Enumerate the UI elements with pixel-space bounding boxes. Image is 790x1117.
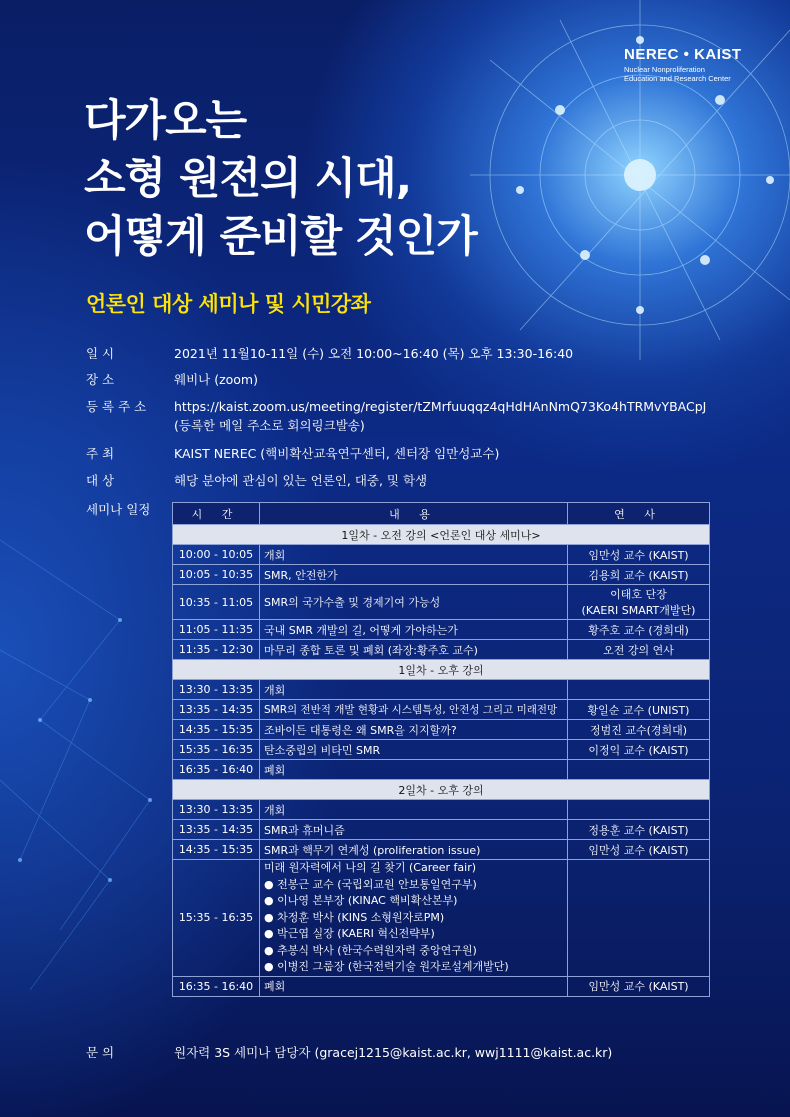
time-cell: 16:35 - 16:40	[173, 976, 260, 996]
target-value: 해당 분야에 관심이 있는 언론인, 대중, 및 학생	[174, 473, 428, 488]
header-content: 내 용	[260, 503, 568, 525]
table-row	[173, 700, 710, 720]
place-value: 웨비나 (zoom)	[174, 372, 258, 387]
speaker-cell	[568, 800, 710, 820]
nerec-kaist-logo	[624, 46, 754, 83]
table-row	[173, 545, 710, 565]
speaker-name: 이태호 단장	[610, 588, 667, 601]
content-cell: 폐회	[260, 976, 568, 996]
host-label: 주 최	[86, 446, 115, 461]
title-line-2: 소형 원전의 시대,	[84, 154, 412, 204]
table-row	[173, 680, 710, 700]
content-cell: SMR, 안전한가	[260, 565, 568, 585]
table-row	[173, 800, 710, 820]
table-row	[173, 585, 710, 620]
section-title: 1일차 - 오후 강의	[173, 660, 710, 680]
speaker-affiliation: (KAERI SMART개발단)	[581, 604, 696, 617]
host-value: KAIST NEREC (핵비확산교육연구센터, 센터장 임만성교수)	[174, 446, 500, 461]
career-speaker: ● 전봉근 교수 (국립외교원 안보통일연구부)	[264, 877, 477, 891]
schedule-header-row	[173, 503, 710, 525]
career-speaker: ● 이나영 본부장 (KINAC 핵비확산본부)	[264, 894, 458, 907]
content-cell: 탄소중립의 비타민 SMR	[260, 740, 568, 760]
speaker-cell: 정범진 교수(경희대)	[568, 720, 710, 740]
time-cell: 10:00 - 10:05	[173, 545, 260, 565]
table-row	[173, 840, 710, 860]
time-cell: 11:35 - 12:30	[173, 640, 260, 660]
time-cell: 13:35 - 14:35	[173, 820, 260, 840]
speaker-cell	[568, 680, 710, 700]
table-row	[173, 860, 710, 977]
time-cell: 15:35 - 16:35	[173, 740, 260, 760]
table-row	[173, 760, 710, 780]
page-title	[84, 92, 604, 266]
target-label: 대 상	[86, 473, 115, 488]
content-cell: 개회	[260, 800, 568, 820]
content-cell: 국내 SMR 개발의 길, 어떻게 가야하는가	[260, 620, 568, 640]
page-subtitle: 언론인 대상 세미나 및 시민강좌	[86, 292, 371, 316]
section-row	[173, 525, 710, 545]
section-row	[173, 660, 710, 680]
contact-label: 문 의	[86, 1045, 115, 1060]
career-speaker: ● 이병진 그룹장 (한국전력기술 원자로설계개발단)	[264, 960, 509, 973]
table-row	[173, 740, 710, 760]
register-link[interactable]: https://kaist.zoom.us/meeting/register/tZMrfuuqqz4qHdHAnNmQ73Ko4hTRMvYBACpJ	[174, 399, 707, 414]
speaker-cell: 이정익 교수 (KAIST)	[568, 740, 710, 760]
content-cell: SMR의 전반적 개발 현황과 시스템특성, 안전성 그리고 미래전망	[260, 700, 568, 720]
schedule-label: 세미나 일정	[86, 502, 151, 517]
speaker-cell	[568, 760, 710, 780]
time-cell: 13:30 - 13:35	[173, 680, 260, 700]
speaker-cell: 임만성 교수 (KAIST)	[568, 976, 710, 996]
title-line-3: 어떻게 준비할 것인가	[84, 212, 477, 262]
career-speaker: ● 추봉식 박사 (한국수력원자력 중앙연구원)	[264, 943, 477, 957]
speaker-cell: 임만성 교수 (KAIST)	[568, 545, 710, 565]
content-cell: 마무리 종합 토론 및 폐회 (좌장:황주호 교수)	[260, 640, 568, 660]
logo-subtitle-2: Education and Research Center	[624, 74, 731, 83]
time-cell: 16:35 - 16:40	[173, 760, 260, 780]
register-note: (등록한 메일 주소로 회의링크발송)	[174, 418, 365, 433]
time-cell: 11:05 - 11:35	[173, 620, 260, 640]
section-title: 1일차 - 오전 강의 <언론인 대상 세미나>	[173, 525, 710, 545]
table-row	[173, 640, 710, 660]
section-title: 2일차 - 오후 강의	[173, 780, 710, 800]
time-cell: 14:35 - 15:35	[173, 840, 260, 860]
time-cell: 13:30 - 13:35	[173, 800, 260, 820]
table-row	[173, 820, 710, 840]
speaker-cell: 정용훈 교수 (KAIST)	[568, 820, 710, 840]
content-cell: SMR과 휴머니즘	[260, 820, 568, 840]
logo-mark: NEREC • KAIST	[624, 46, 742, 63]
place-label: 장 소	[86, 372, 115, 387]
time-cell: 13:35 - 14:35	[173, 700, 260, 720]
speaker-cell: 김용희 교수 (KAIST)	[568, 565, 710, 585]
career-fair-title: 미래 원자력에서 나의 길 찾기 (Career fair)	[264, 861, 477, 874]
career-fair-cell	[260, 860, 568, 977]
speaker-cell	[568, 860, 710, 977]
speaker-cell: 황일순 교수 (UNIST)	[568, 700, 710, 720]
schedule-table	[172, 502, 710, 997]
header-time: 시 간	[173, 503, 260, 525]
logo-subtitle-1: Nuclear Nonproliferation	[624, 65, 705, 74]
content-cell: SMR의 국가수출 및 경제기여 가능성	[260, 585, 568, 620]
time-cell: 14:35 - 15:35	[173, 720, 260, 740]
career-speaker: ● 박근엽 실장 (KAERI 혁신전략부)	[264, 927, 435, 940]
table-row	[173, 976, 710, 996]
speaker-cell: 오전 강의 연사	[568, 640, 710, 660]
content-cell: 개회	[260, 545, 568, 565]
content-cell: 폐회	[260, 760, 568, 780]
content-cell: 조바이든 대통령은 왜 SMR을 지지할까?	[260, 720, 568, 740]
speaker-cell: 황주호 교수 (경희대)	[568, 620, 710, 640]
table-row	[173, 720, 710, 740]
content-cell: SMR과 핵무기 연계성 (proliferation issue)	[260, 840, 568, 860]
time-cell: 10:35 - 11:05	[173, 585, 260, 620]
content-cell: 개회	[260, 680, 568, 700]
date-value: 2021년 11월10-11일 (수) 오전 10:00~16:40 (목) 오후 13:30-16:40	[174, 346, 574, 361]
career-speaker: ● 차정훈 박사 (KINS 소형원자로PM)	[264, 910, 445, 924]
table-row	[173, 620, 710, 640]
date-label: 일 시	[86, 346, 115, 361]
header-speaker: 연 사	[568, 503, 710, 525]
speaker-cell: 임만성 교수 (KAIST)	[568, 840, 710, 860]
time-cell: 10:05 - 10:35	[173, 565, 260, 585]
title-line-1: 다가오는	[84, 96, 247, 146]
section-row	[173, 780, 710, 800]
speaker-cell	[568, 585, 710, 620]
contact-value: 원자력 3S 세미나 담당자 (gracej1215@kaist.ac.kr, wwj1111@kaist.ac.kr)	[174, 1045, 613, 1060]
table-row	[173, 565, 710, 585]
register-label: 등 록 주 소	[86, 399, 147, 414]
time-cell: 15:35 - 16:35	[173, 860, 260, 977]
